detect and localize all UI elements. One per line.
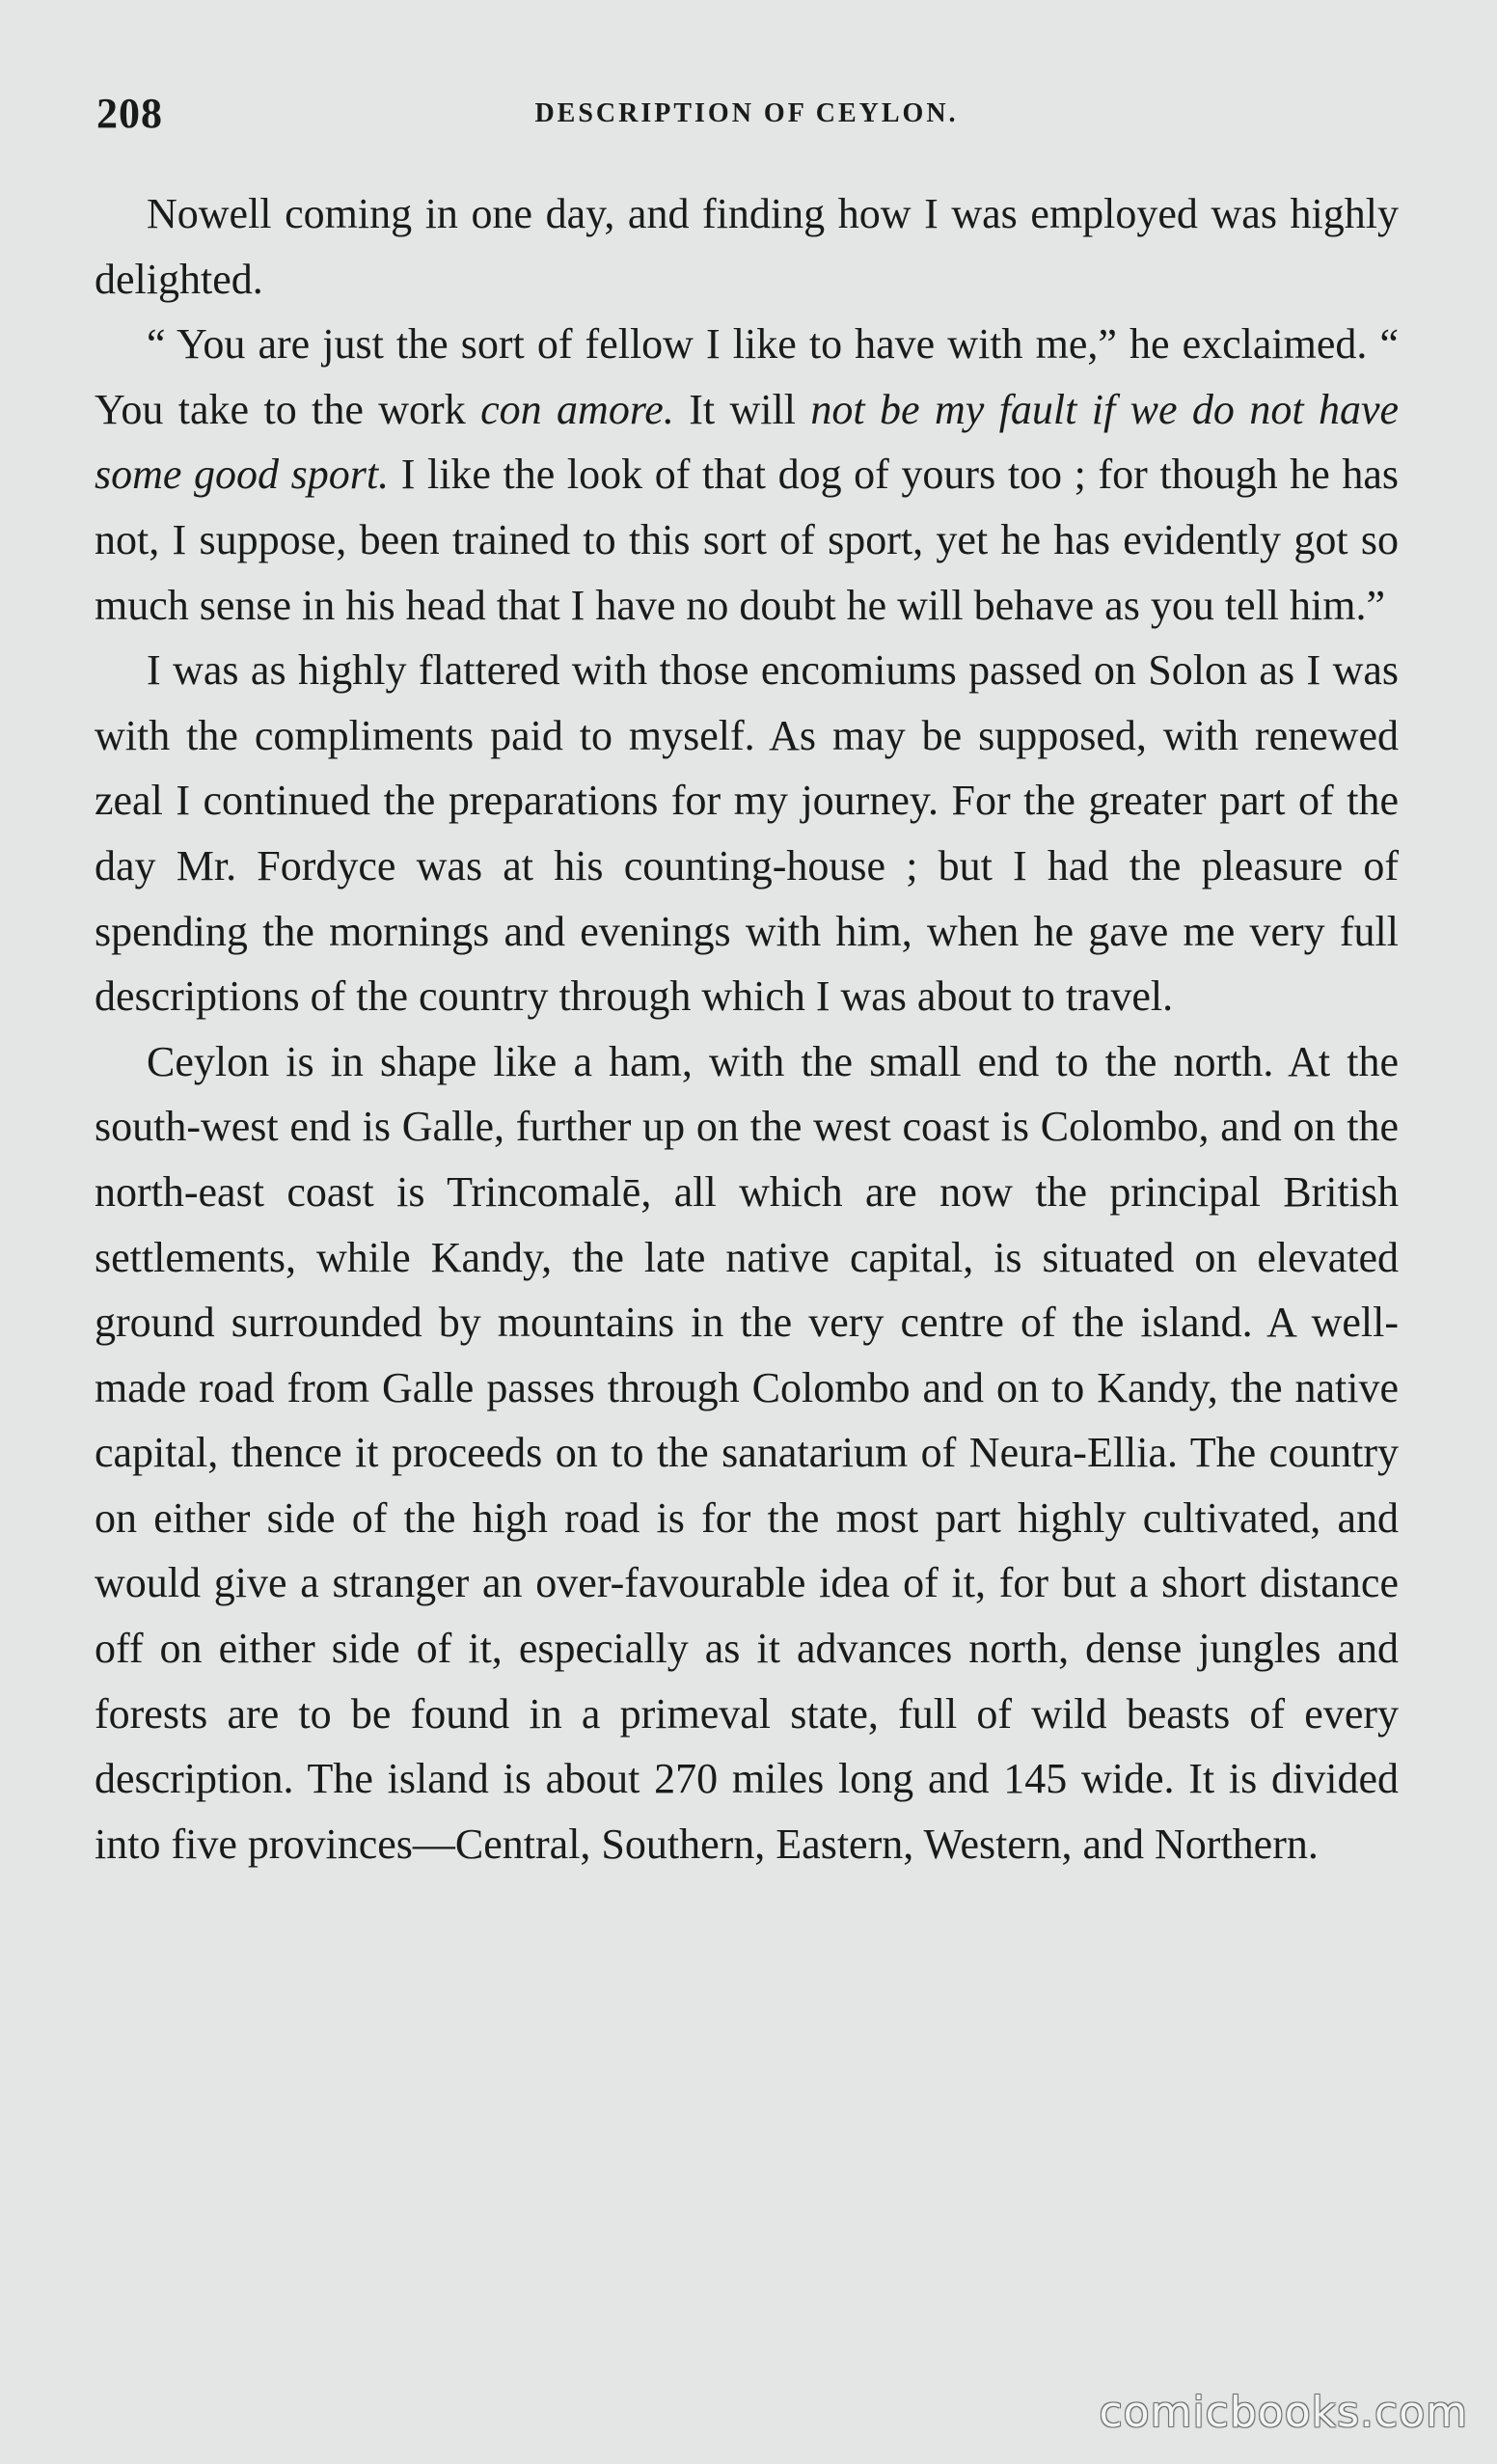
paragraph-1: Nowell coming in one day, and finding how I was employed was highly delighted.	[95, 190, 1399, 303]
paragraph-2-text-a: “ You are just the sort of fellow I like to have with me,” he exclaimed. “ You take to the work	[95, 320, 1399, 433]
watermark: comicbooks.com	[1099, 2388, 1468, 2437]
paragraph-2-text-b: It will	[673, 385, 811, 433]
paragraph-4: Ceylon is in shape like a ham, with the small end to the north. At the south-west end is Galle, further up on the west coast is Colombo, and on the north-east coast is Trincomalē, all which are now the principal British settlements, while Kandy, the late native capital, is situated on elevated ground surrounded by mountains in the very centre of the island. A well-made road from Galle passes through Colombo and on to Kandy, the native capital, thence it proceeds on to the sanatarium of Neura-Ellia. The country on either side of the high road is for the most part highly cultivated, and would give a stranger an over-favourable idea of it, for but a short distance off on either side of it, especially as it advances north, dense jungles and forests are to be found in a primeval state, full of wild beasts of every description. The island is about 270 miles long and 145 wide. It is divided into five provinces—Central, Southern, Eastern, Western, and Northern.	[95, 1037, 1399, 1868]
paragraph-3: I was as highly flattered with those encomiums passed on Solon as I was with the compliments paid to myself. As may be supposed, with renewed zeal I continued the preparations for my journey. For the greater part of the day Mr. Fordyce was at his counting-house ; but I had the pleasure of spending the mornings and evenings with him, when he gave me very full descriptions of the country through which I was about to travel.	[95, 646, 1399, 1021]
body-text	[95, 181, 1399, 1876]
paragraph-2-italic-2: not be my fault if we do not have some good sport.	[95, 385, 1400, 499]
paragraph-2	[95, 312, 1399, 638]
paragraph-2-italic-1: con amore.	[480, 385, 674, 433]
running-head: DESCRIPTION OF CEYLON.	[534, 98, 959, 128]
paragraph-2-text-c: I like the look of that dog of yours too ; for though he has not, I suppose, been trained to this sort of sport, yet he has evidently got so much sense in his head that I have no doubt he will behave as you tell him.”	[95, 451, 1399, 629]
page-header	[96, 89, 1397, 147]
page-number: 208	[96, 90, 163, 137]
